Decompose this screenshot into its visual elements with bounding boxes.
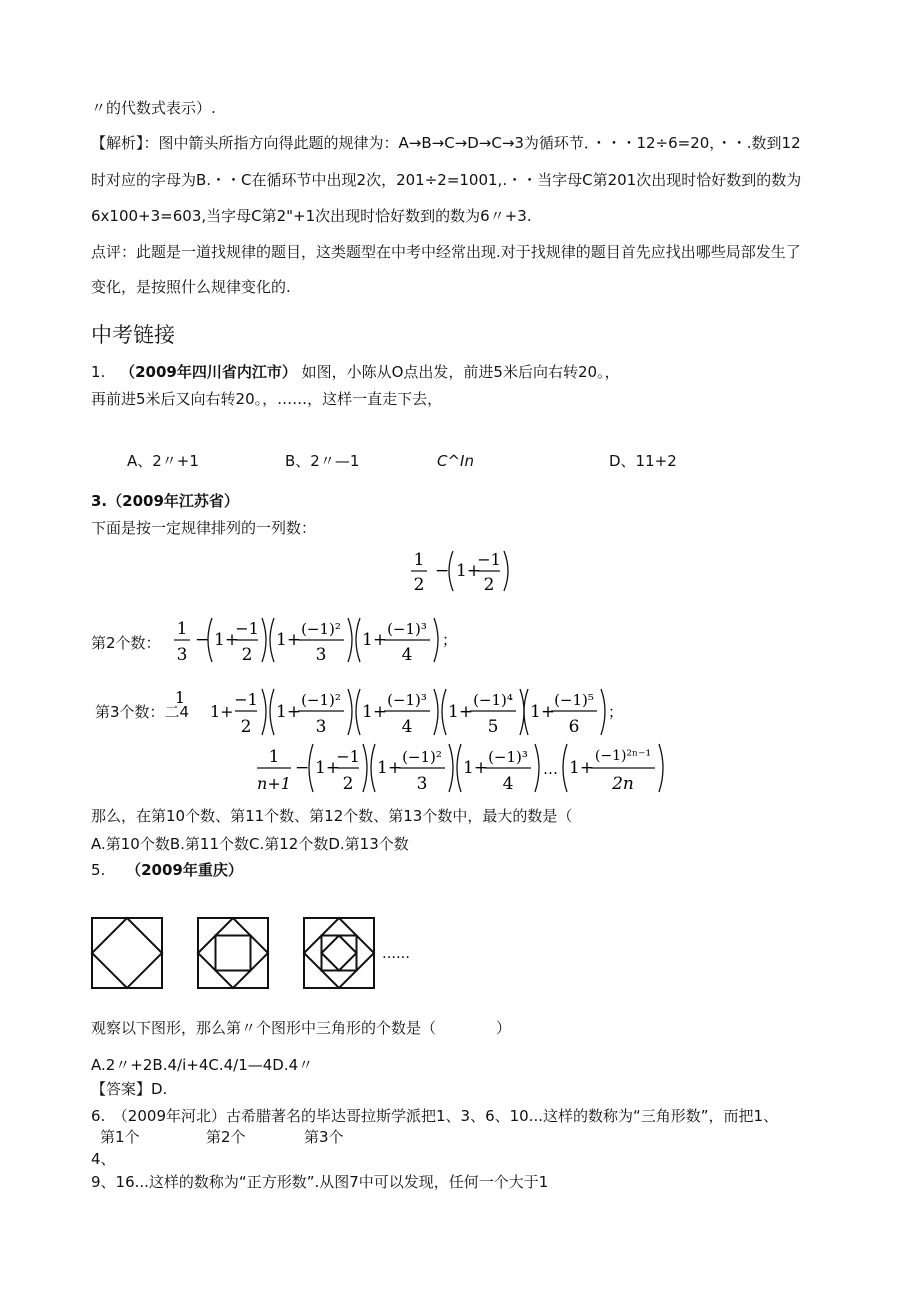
frac-num: 1 bbox=[413, 550, 425, 570]
one-plus: 1+ bbox=[530, 702, 556, 722]
one-plus: 1+ bbox=[362, 630, 388, 650]
q1-number: 1. bbox=[91, 363, 106, 381]
frac-den: 5 bbox=[487, 717, 499, 737]
q6-fig-label-2: 第2个 bbox=[206, 1128, 246, 1146]
one-plus: 1+ bbox=[362, 702, 388, 722]
one-plus: 1+ bbox=[276, 630, 302, 650]
q1-text-a: 如图，小陈从O点出发，前进5米后向右转20。， bbox=[301, 363, 620, 381]
frac-den: 2 bbox=[342, 774, 354, 794]
one-plus: 1+ bbox=[377, 758, 403, 778]
frac-num: 1 bbox=[174, 688, 186, 707]
q6-line-2: 4、 bbox=[91, 1150, 116, 1168]
figure-3 bbox=[304, 918, 374, 988]
q3-choices: A.第10个数B.第11个数C.第12个数D.第13个数 bbox=[91, 835, 409, 853]
text-line-analysis: 【解析】：图中箭头所指方向得此题的规律为：A→B→C→D→C→3为循环节．・・・12÷6=20，・・.数到12 bbox=[91, 134, 801, 152]
frac-den: 2 bbox=[413, 575, 425, 595]
one-plus: 1+ bbox=[456, 561, 482, 581]
frac-num: −1 bbox=[477, 550, 501, 569]
q1-option-c: C^In bbox=[437, 452, 474, 470]
q3-header bbox=[91, 491, 239, 511]
q5-answer: 【答案】D. bbox=[91, 1080, 168, 1098]
q5-options: A.2〃+2B.4∕i+4C.4/1—4D.4〃 bbox=[91, 1056, 314, 1074]
frac-den: 4 bbox=[401, 645, 413, 665]
formula-general-term bbox=[255, 738, 675, 798]
q1-source: （2009年四川省内江市） bbox=[120, 363, 297, 381]
text-line-3: 时对应的字母为B.・・C在循环节中出现2次，201÷2=1001,.・・当字母C第201次出现时恰好数到的数为 bbox=[91, 171, 802, 189]
figure-1 bbox=[92, 918, 162, 988]
q6-fig-label-1: 第1个 bbox=[100, 1128, 140, 1146]
q3-number: 3. bbox=[91, 492, 108, 510]
q3-source: （2009年江苏省） bbox=[107, 492, 239, 510]
frac-den: 3 bbox=[416, 774, 428, 794]
frac-den: 2 bbox=[483, 575, 495, 595]
frac-den: 3 bbox=[176, 645, 188, 665]
q5-header bbox=[91, 860, 243, 880]
section-heading: 中考链接 bbox=[91, 323, 175, 347]
label-second-number: 第2个数： bbox=[91, 634, 161, 652]
frac-den: 4 bbox=[502, 774, 514, 794]
frac-den: 2n bbox=[612, 774, 634, 794]
q5-question: 观察以下图形，那么第〃个图形中三角形的个数是（ ） bbox=[91, 1019, 512, 1037]
frac-den: 4 bbox=[401, 717, 413, 737]
one-plus: 1+ bbox=[315, 758, 341, 778]
frac-num: −1 bbox=[235, 619, 259, 638]
figures-ellipsis: …… bbox=[382, 946, 410, 962]
one-plus: 1+ bbox=[214, 630, 240, 650]
frac-den: 6 bbox=[568, 717, 580, 737]
ellipsis: … bbox=[543, 760, 558, 778]
semicolon: ； bbox=[442, 631, 458, 649]
minus-sign: − bbox=[435, 561, 450, 581]
frac-num: (−1)³ bbox=[387, 620, 427, 638]
formula-second-number bbox=[170, 612, 458, 668]
frac-den: n+1 bbox=[257, 774, 291, 793]
frac-num: (−1)⁵ bbox=[554, 691, 594, 709]
frac-num: (−1)² bbox=[301, 691, 341, 709]
frac-num: (−1)⁴ bbox=[473, 691, 513, 709]
formula-first-number bbox=[405, 545, 515, 597]
text-line-4: 6x100+3=603,当字母C第2"+1次出现时恰好数到的数为6〃+3. bbox=[91, 207, 532, 225]
q1-option-a: A、2〃+1 bbox=[127, 452, 199, 470]
frac-den: 3 bbox=[315, 717, 327, 737]
text-line-comment: 点评：此题是一道找规律的题目，这类题型在中考中经常出现.对于找规律的题目首先应找出哪些局部发生了 bbox=[91, 243, 801, 261]
q6-line-1: 6. （2009年河北）古希腊著名的毕达哥拉斯学派把1、3、6、10...这样的数称为“三角形数”，而把1、 bbox=[91, 1107, 779, 1125]
one-plus: 1+ bbox=[448, 702, 474, 722]
label-third-extra: 二4 bbox=[164, 703, 190, 721]
frac-num: (−1)³ bbox=[488, 748, 528, 766]
semicolon: ； bbox=[608, 703, 624, 721]
text-line-1: 〃的代数式表示）. bbox=[91, 99, 216, 117]
q5-figures bbox=[90, 916, 430, 992]
frac-num: −1 bbox=[336, 747, 360, 766]
q6-line-3: 9、16...这样的数称为“正方形数”.从图7中可以发现，任何一个大于1 bbox=[91, 1173, 549, 1191]
frac-num: 1 bbox=[268, 747, 280, 767]
frac-num: (−1)² bbox=[301, 620, 341, 638]
frac-den: 2 bbox=[241, 645, 253, 665]
label-third-text: 第3个数： bbox=[95, 703, 165, 721]
q6-fig-label-3: 第3个 bbox=[304, 1128, 344, 1146]
one-plus: 1+ bbox=[276, 702, 302, 722]
frac-num: (−1)²ⁿ⁻¹ bbox=[594, 748, 652, 764]
q1-text-b: 再前进5米后又向右转20。，……，这样一直走下去， bbox=[91, 390, 443, 408]
minus-sign: − bbox=[195, 630, 210, 650]
formula-third-number bbox=[170, 683, 624, 741]
frac-den: 3 bbox=[315, 645, 327, 665]
q5-source: （2009年重庆） bbox=[126, 861, 243, 879]
text-line-6: 变化，是按照什么规律变化的. bbox=[91, 278, 291, 296]
q1-option-b: B、2〃—1 bbox=[285, 452, 360, 470]
figure-2 bbox=[198, 918, 268, 988]
q1-line-a bbox=[91, 362, 620, 382]
frac-den: 2 bbox=[240, 717, 252, 737]
frac-num: −1 bbox=[234, 690, 258, 709]
one-plus: 1+ bbox=[210, 702, 234, 721]
q1-option-d: D、11+2 bbox=[609, 452, 677, 470]
one-plus: 1+ bbox=[569, 758, 595, 778]
one-plus: 1+ bbox=[463, 758, 489, 778]
frac-num: 1 bbox=[176, 619, 188, 639]
frac-num: (−1)³ bbox=[387, 691, 427, 709]
frac-num: (−1)² bbox=[402, 748, 442, 766]
q5-number: 5. bbox=[91, 861, 106, 879]
q3-question: 那么，在第10个数、第11个数、第12个数、第13个数中，最大的数是（ bbox=[91, 807, 573, 825]
minus-sign: − bbox=[295, 758, 310, 778]
q3-intro: 下面是按一定规律排列的一列数： bbox=[91, 519, 317, 537]
